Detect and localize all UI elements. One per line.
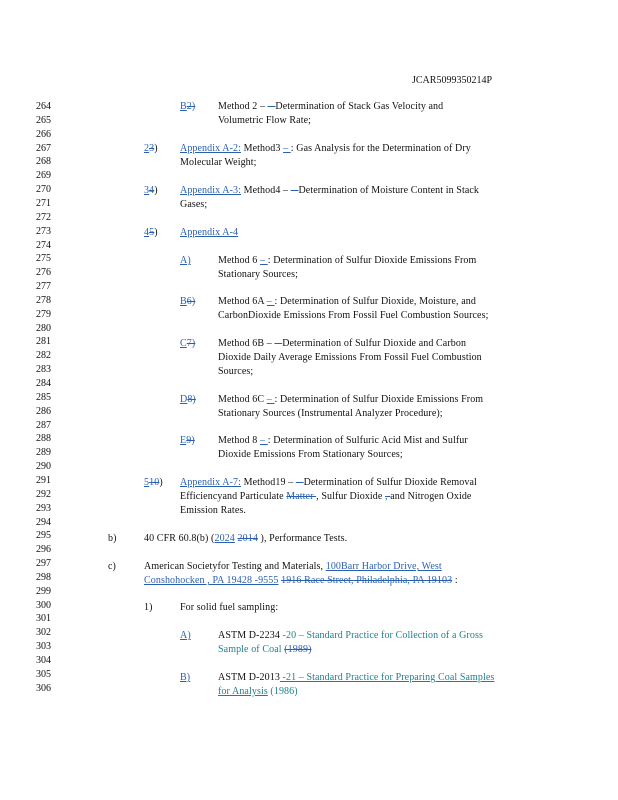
item-3-label: 34) (144, 185, 158, 196)
line-number: 285 (36, 391, 51, 403)
item-lower-b-label: b) (108, 533, 117, 544)
item-a-label: A) (180, 255, 191, 266)
sub-a-line1: ASTM D-2234 -20 – Standard Practice for Collection of a Gross (218, 630, 483, 641)
item-2-label: 23) (144, 143, 158, 154)
line-number: 306 (36, 682, 51, 694)
line-number: 270 (36, 184, 51, 196)
line-number: 283 (36, 364, 51, 376)
item-b-line2: Volumetric Flow Rate; (218, 115, 312, 126)
line-number: 282 (36, 350, 51, 362)
item-e-line1: Method 8 – : Determination of Sulfuric Acid Mist and Sulfur (218, 435, 468, 446)
line-number: 296 (36, 544, 51, 556)
item-lower-b-text: 40 CFR 60.8(b) (2024 2014 ), Performance Tests. (144, 533, 348, 544)
item-5-line2: Efficiencyand Particulate Matter , Sulfur Dioxide , and Nitrogen Oxide (180, 491, 472, 502)
item-lower-c-line1: American Societyfor Testing and Materials, 100Barr Harbor Drive, West (144, 561, 442, 572)
item-4-link[interactable]: Appendix A-4 (180, 227, 239, 238)
sub-b-line1: ASTM D-2013 -21 – Standard Practice for Preparing Coal Samples (218, 672, 495, 683)
item-5-label: 510) (144, 477, 163, 488)
line-number: 271 (36, 197, 51, 209)
line-number: 305 (36, 668, 51, 680)
item-c-line2: Dioxide Daily Average Emissions From Fossil Fuel Combustion (218, 352, 482, 363)
item-b-line1: Method 2 – – Determination of Stack Gas Velocity and (218, 101, 444, 112)
line-number: 293 (36, 502, 51, 514)
line-number: 286 (36, 405, 51, 417)
sub-b-line2: for Analysis (1986) (218, 686, 298, 697)
line-number: 299 (36, 585, 51, 597)
item-1-label: 1) (144, 602, 153, 613)
line-number: 295 (36, 530, 51, 542)
item-a-line1: Method 6 – : Determination of Sulfur Dioxide Emissions From (218, 255, 477, 266)
line-number: 280 (36, 322, 51, 334)
item-3-line2: Gases; (180, 199, 208, 210)
line-number: 294 (36, 516, 51, 528)
line-number: 297 (36, 558, 51, 569)
line-number: 300 (36, 599, 51, 611)
line-number: 287 (36, 419, 51, 431)
line-number: 302 (36, 627, 51, 639)
item-5-line1: Appendix A-7: Method19 – – Determination of Sulfur Dioxide Removal (180, 477, 477, 488)
item-3-line1: Appendix A-3: Method4 – – Determination of Moisture Content in Stack (180, 185, 480, 196)
item-5-line3: Emission Rates. (180, 505, 246, 516)
item-e-line2: Dioxide Emissions From Stationary Sources; (218, 449, 403, 460)
item-1-text: For solid fuel sampling: (180, 602, 279, 613)
item-d-line2: Stationary Sources (Instrumental Analyzer Procedure); (218, 408, 443, 419)
line-number: 298 (36, 571, 51, 583)
line-number: 279 (36, 308, 51, 320)
line-number: 268 (36, 156, 51, 168)
line-number: 277 (36, 281, 51, 292)
item-c-label: C7) (180, 338, 196, 349)
line-number: 289 (36, 447, 51, 459)
line-number: 281 (36, 336, 51, 348)
line-number: 264 (36, 101, 51, 112)
line-number: 278 (36, 294, 51, 306)
line-number: 269 (36, 170, 51, 182)
line-number: 272 (36, 211, 51, 223)
document-id: JCAR5099350214P (412, 75, 493, 86)
line-number: 265 (36, 114, 51, 126)
line-number: 266 (36, 128, 51, 140)
item-4-label: 45) (144, 227, 158, 238)
line-number: 304 (36, 655, 51, 666)
line-number: 290 (36, 461, 51, 473)
line-number: 276 (36, 267, 51, 279)
line-number: 275 (36, 253, 51, 265)
sub-a-label: A) (180, 630, 191, 641)
line-number: 273 (36, 225, 51, 237)
item-c-line1: Method 6B – – Determination of Sulfur Dioxide and Carbon (218, 338, 467, 349)
sub-b-label: B) (180, 672, 191, 683)
item-d-line1: Method 6C – : Determination of Sulfur Dioxide Emissions From (218, 394, 484, 405)
line-number: 288 (36, 433, 51, 445)
item-e-label: E9) (180, 435, 195, 446)
line-number: 284 (36, 378, 51, 389)
item-lower-c-line2: Conshohocken , PA 19428 -9555 1916 Race Street, Philadelphia, PA 19103 : (144, 575, 458, 586)
item-c-line3: Sources; (218, 366, 254, 377)
item-b2-line1: Method 6A – : Determination of Sulfur Dioxide, Moisture, and (218, 296, 476, 307)
sub-a-line2: Sample of Coal (1989) (218, 644, 312, 655)
line-number: 292 (36, 488, 51, 500)
item-b2-label: B6) (180, 296, 196, 307)
item-2-line2: Molecular Weight; (180, 157, 257, 168)
line-number: 303 (36, 641, 51, 653)
item-lower-c-label: c) (108, 561, 116, 572)
item-a-line2: Stationary Sources; (218, 269, 298, 280)
item-b-label: B2) (180, 101, 196, 112)
item-b2-line2: CarbonDioxide Emissions From Fossil Fuel Combustion Sources; (218, 310, 489, 321)
line-number: 267 (36, 142, 51, 154)
line-number: 274 (36, 239, 51, 251)
item-d-label: D8) (180, 394, 196, 405)
line-number: 301 (36, 613, 51, 625)
item-2-line1: Appendix A-2: Method3 – : Gas Analysis for the Determination of Dry (180, 143, 471, 154)
line-number: 291 (36, 474, 51, 486)
